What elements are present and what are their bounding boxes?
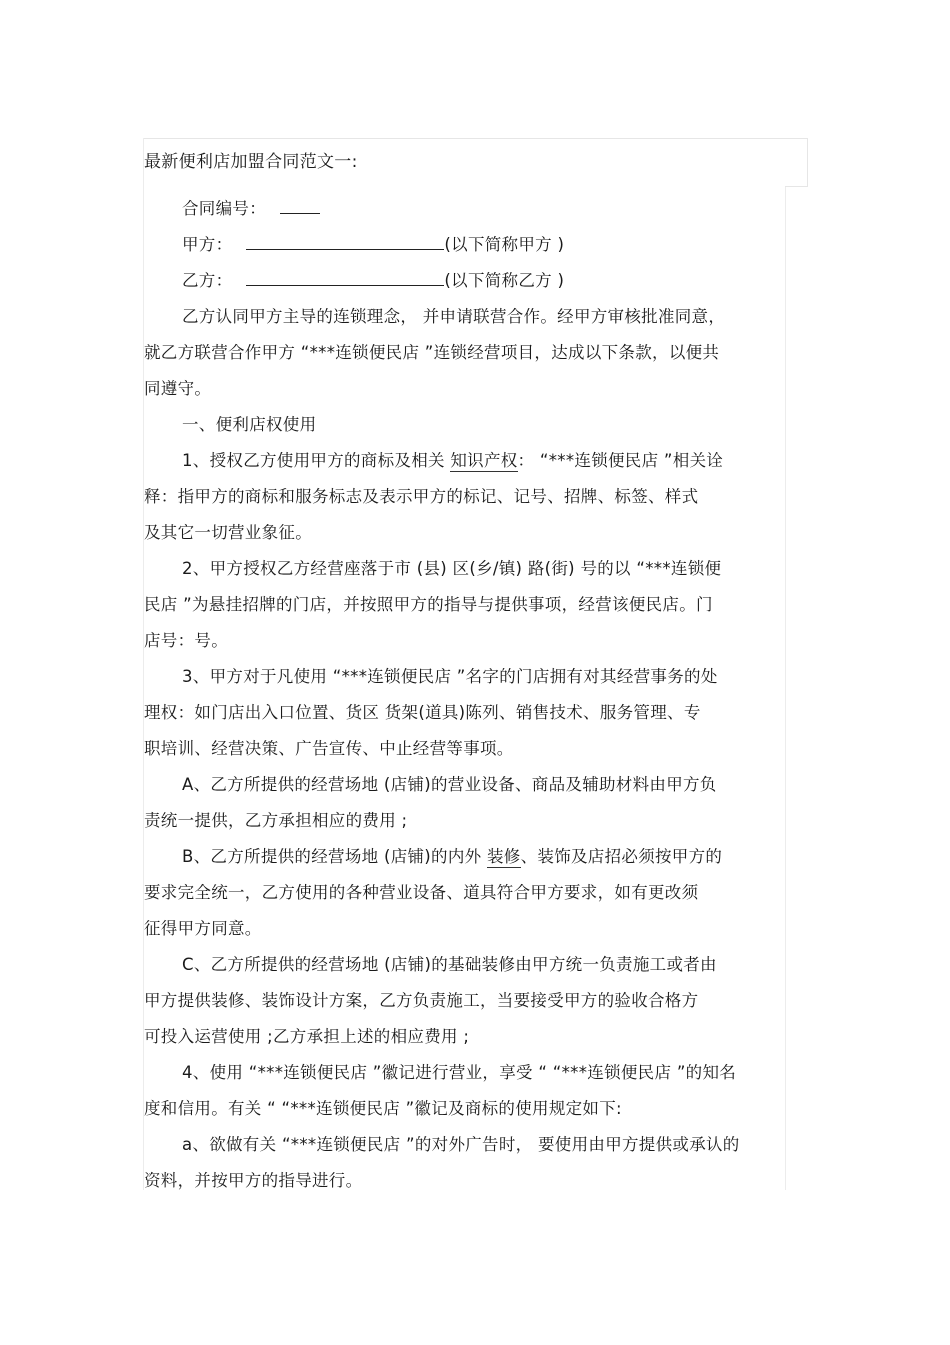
itemC-line: 甲方提供装修、装饰设计方案，乙方负责施工，当要接受甲方的验收合格方 bbox=[144, 991, 699, 1010]
page-frame-right-top-rule bbox=[807, 138, 808, 187]
paragraph-intro-line: 就乙方联营合作甲方 “***连锁便民店 ”连锁经营项目，达成以下条款，以便共 bbox=[144, 343, 720, 362]
item1-suffix: ： “***连锁便民店 ”相关诠 bbox=[517, 451, 724, 470]
item2-line: 民店 ”为悬挂招牌的门店，并按照甲方的指导与提供事项，经营该便民店。门 bbox=[144, 595, 713, 614]
party-b-suffix: (以下简称乙方 ) bbox=[444, 271, 565, 290]
itemB-line: 要求完全统一，乙方使用的各种营业设备、道具符合甲方要求，如有更改须 bbox=[144, 883, 699, 902]
item3-line: 3、甲方对于凡使用 “***连锁便民店 ”名字的门店拥有对其经营事务的处 bbox=[182, 667, 718, 686]
decoration-link[interactable]: 装修 bbox=[486, 847, 521, 866]
item4-line: 度和信用。有关 “ “***连锁便民店 ”徽记及商标的使用规定如下: bbox=[144, 1099, 622, 1118]
party-a-blank bbox=[246, 235, 444, 250]
page-frame-top-rule bbox=[143, 138, 808, 139]
item1-first-line bbox=[182, 450, 782, 472]
itemB-line: 征得甲方同意。 bbox=[144, 919, 262, 938]
itemB-first-line bbox=[182, 846, 782, 868]
item2-line: 店号：号。 bbox=[144, 631, 228, 650]
section-heading: 一、便利店权使用 bbox=[182, 415, 317, 434]
itema-line: a、欲做有关 “***连锁便民店 ”的对外广告时， 要使用由甲方提供或承认的 bbox=[182, 1135, 740, 1154]
item3-line: 理权：如门店出入口位置、货区 货架(道具)陈列、销售技术、服务管理、专 bbox=[144, 703, 701, 722]
item2-line: 2、甲方授权乙方经营座落于市 (县) 区(乡/镇) 路(街) 号的以 “***连锁便 bbox=[182, 559, 722, 578]
itemB-suffix: 、装饰及店招必须按甲方的 bbox=[520, 847, 723, 866]
paragraph-intro-line: 乙方认同甲方主导的连锁理念， 并申请联营合作。经甲方审核批准同意， bbox=[182, 307, 726, 326]
document-title: 最新便利店加盟合同范文一: bbox=[144, 152, 358, 172]
itemB-prefix: B、乙方所提供的经营场地 (店铺)的内外 bbox=[182, 847, 487, 866]
item4-line: 4、使用 “***连锁便民店 ”徽记进行营业，享受 “ “***连锁便民店 ”的知名 bbox=[182, 1063, 737, 1082]
item1-line: 释：指甲方的商标和服务标志及表示甲方的标记、记号、招牌、标签、样式 bbox=[144, 487, 699, 506]
item3-line: 职培训、经营决策、广告宣传、中止经营等事项。 bbox=[144, 739, 514, 758]
contract-number-label: 合同编号： bbox=[182, 199, 266, 218]
contract-number-blank bbox=[280, 199, 320, 214]
itemA-line: A、乙方所提供的经营场地 (店铺)的营业设备、商品及辅助材料由甲方负 bbox=[182, 775, 717, 794]
intellectual-property-link[interactable]: 知识产权 bbox=[450, 451, 518, 470]
itema-line: 资料，并按甲方的指导进行。 bbox=[144, 1171, 363, 1190]
party-a-row bbox=[182, 234, 782, 256]
item1-prefix: 1、授权乙方使用甲方的商标及相关 bbox=[182, 451, 451, 470]
page-frame-right-rule bbox=[785, 187, 786, 1190]
itemC-line: 可投入运营使用 ;乙方承担上述的相应费用 ; bbox=[144, 1027, 470, 1046]
paragraph-intro-line: 同遵守。 bbox=[144, 379, 212, 398]
party-a-suffix: (以下简称甲方 ) bbox=[444, 235, 565, 254]
itemC-line: C、乙方所提供的经营场地 (店铺)的基础装修由甲方统一负责施工或者由 bbox=[182, 955, 717, 974]
party-b-row bbox=[182, 270, 782, 292]
contract-number-row bbox=[182, 198, 782, 220]
itemA-line: 责统一提供，乙方承担相应的费用 ; bbox=[144, 811, 408, 830]
page-frame-step-rule bbox=[785, 186, 808, 187]
party-a-label: 甲方： bbox=[182, 235, 233, 254]
party-b-blank bbox=[246, 271, 444, 286]
item1-line: 及其它一切营业象征。 bbox=[144, 523, 312, 542]
party-b-label: 乙方： bbox=[182, 271, 233, 290]
